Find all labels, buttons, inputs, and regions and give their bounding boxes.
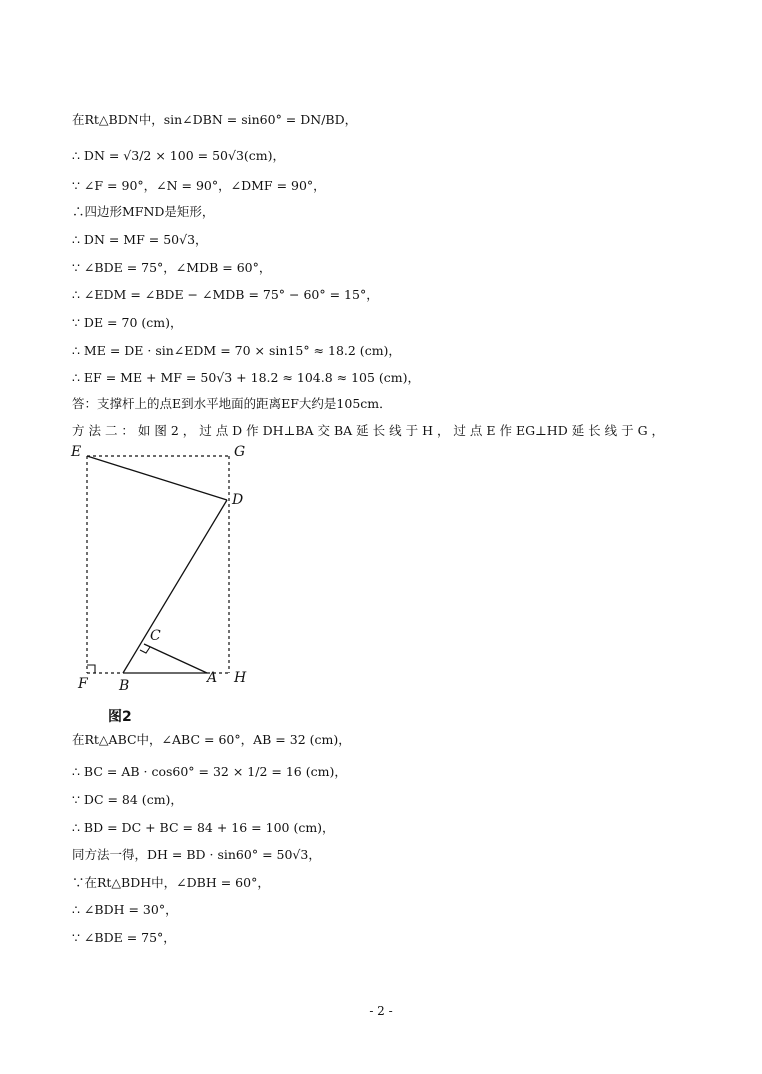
text-line-3: ∵ ∠F = 90°，∠N = 90°，∠DMF = 90°， [72,178,326,193]
text-line-8: ∵ DE = 70 (cm)， [72,315,183,330]
right-angle-mark-C [140,647,150,653]
label-H: H [234,670,247,686]
right-angle-mark-F [87,665,95,673]
text-line-13: 在Rt△ABC中，∠ABC = 60°，AB = 32 (cm)， [72,732,351,747]
label-B: B [119,678,130,694]
text-line-16: ∴ BD = DC + BC = 84 + 16 = 100 (cm)， [72,820,335,835]
geometry-figure [66,438,266,698]
segment-CA [144,644,207,673]
label-D: D [232,492,244,508]
text-line-5: ∴ DN = MF = 50√3， [72,232,208,247]
segment-ED [87,456,227,500]
text-line-18: ∵在Rt△BDH中，∠DBH = 60°， [72,875,270,890]
text-line-20: ∵ ∠BDE = 75°， [72,930,176,945]
text-line-9: ∴ ME = DE · sin∠EDM = 70 × sin15° ≈ 18.2 (cm)， [72,343,401,358]
text-line-14: ∴ BC = AB · cos60° = 32 × 1/2 = 16 (cm)， [72,764,347,779]
label-C: C [150,628,161,644]
label-E: E [71,444,82,460]
text-line-19: ∴ ∠BDH = 30°， [72,902,178,917]
text-line-11: 答：支撑杆上的点E到水平地面的距离EF大约是105cm． [72,396,392,411]
label-F: F [78,676,88,692]
text-line-12: 方 法 二 ： 如 图 2 ， 过 点 D 作 DH⊥BA 交 BA 延 长 线 于 H ， 过 点 E 作 EG⊥HD 延 长 线 于 G ， [72,423,665,438]
label-A: A [207,670,218,686]
text-line-1: 在Rt△BDN中，sin∠DBN = sin60° = DN/BD， [72,112,358,127]
text-line-17: 同方法一得，DH = BD · sin60° = 50√3， [72,847,321,862]
text-line-6: ∵ ∠BDE = 75°，∠MDB = 60°， [72,260,272,275]
text-line-4: ∴四边形MFND是矩形， [72,204,215,219]
text-line-15: ∵ DC = 84 (cm)， [72,792,183,807]
figure-caption: 图2 [108,709,132,725]
page-number: - 2 - [369,1004,393,1018]
text-line-7: ∴ ∠EDM = ∠BDE − ∠MDB = 75° − 60° = 15°， [72,287,379,302]
segment-DB [123,500,227,673]
label-G: G [234,444,246,460]
text-line-2: ∴ DN = √3/2 × 100 = 50√3(cm)， [72,148,286,163]
text-line-10: ∴ EF = ME + MF = 50√3 + 18.2 ≈ 104.8 ≈ 105 (cm)， [72,370,421,385]
